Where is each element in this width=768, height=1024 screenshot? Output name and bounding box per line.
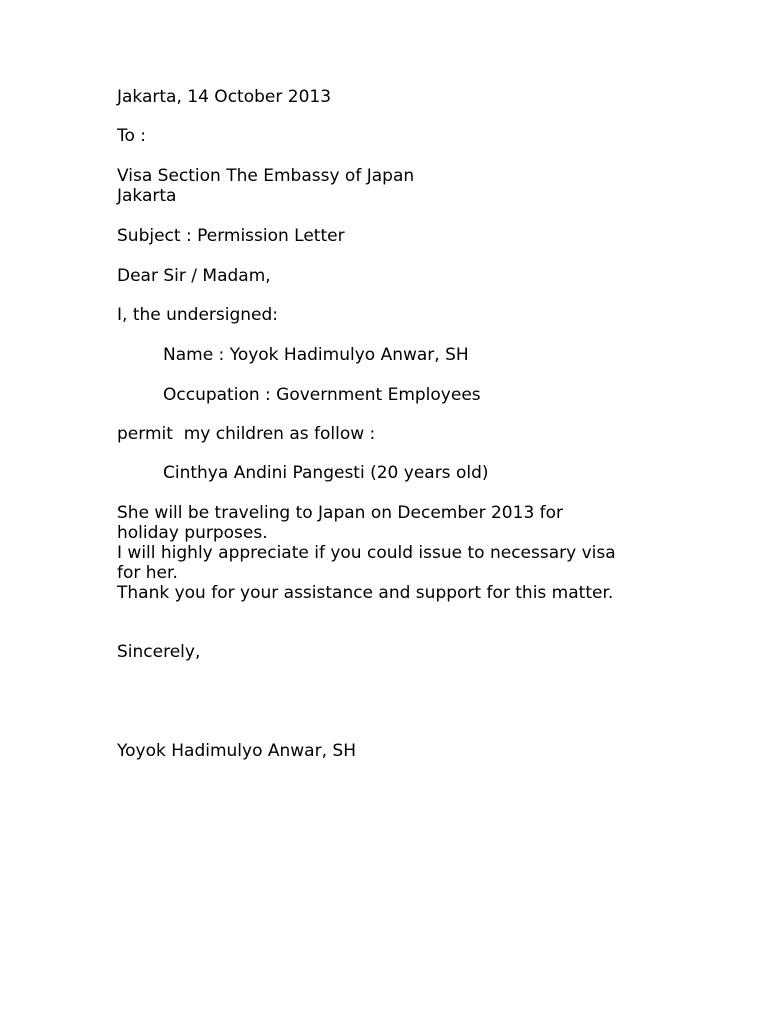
body-line: for her. bbox=[117, 563, 178, 583]
permit-line: permit my children as follow : bbox=[117, 424, 376, 444]
name-line: Name : Yoyok Hadimulyo Anwar, SH bbox=[163, 345, 469, 365]
place-date: Jakarta, 14 October 2013 bbox=[117, 87, 332, 107]
body-line: She will be traveling to Japan on December 2013 for bbox=[117, 503, 564, 523]
body-line: holiday purposes. bbox=[117, 523, 268, 543]
intro-line: I, the undersigned: bbox=[117, 305, 279, 325]
body-line: Thank you for your assistance and support for this matter. bbox=[117, 583, 614, 603]
child-line: Cinthya Andini Pangesti (20 years old) bbox=[163, 463, 489, 483]
body-paragraph bbox=[117, 503, 677, 603]
body-line: I will highly appreciate if you could issue to necessary visa bbox=[117, 543, 616, 563]
signatory-name: Yoyok Hadimulyo Anwar, SH bbox=[117, 741, 356, 761]
recipient-line-2: Jakarta bbox=[117, 186, 177, 206]
subject-line: Subject : Permission Letter bbox=[117, 226, 345, 246]
to-label: To : bbox=[117, 126, 147, 146]
closing: Sincerely, bbox=[117, 642, 201, 662]
salutation: Dear Sir / Madam, bbox=[117, 266, 271, 286]
occupation-line: Occupation : Government Employees bbox=[163, 385, 481, 405]
recipient-line-1: Visa Section The Embassy of Japan bbox=[117, 166, 415, 186]
